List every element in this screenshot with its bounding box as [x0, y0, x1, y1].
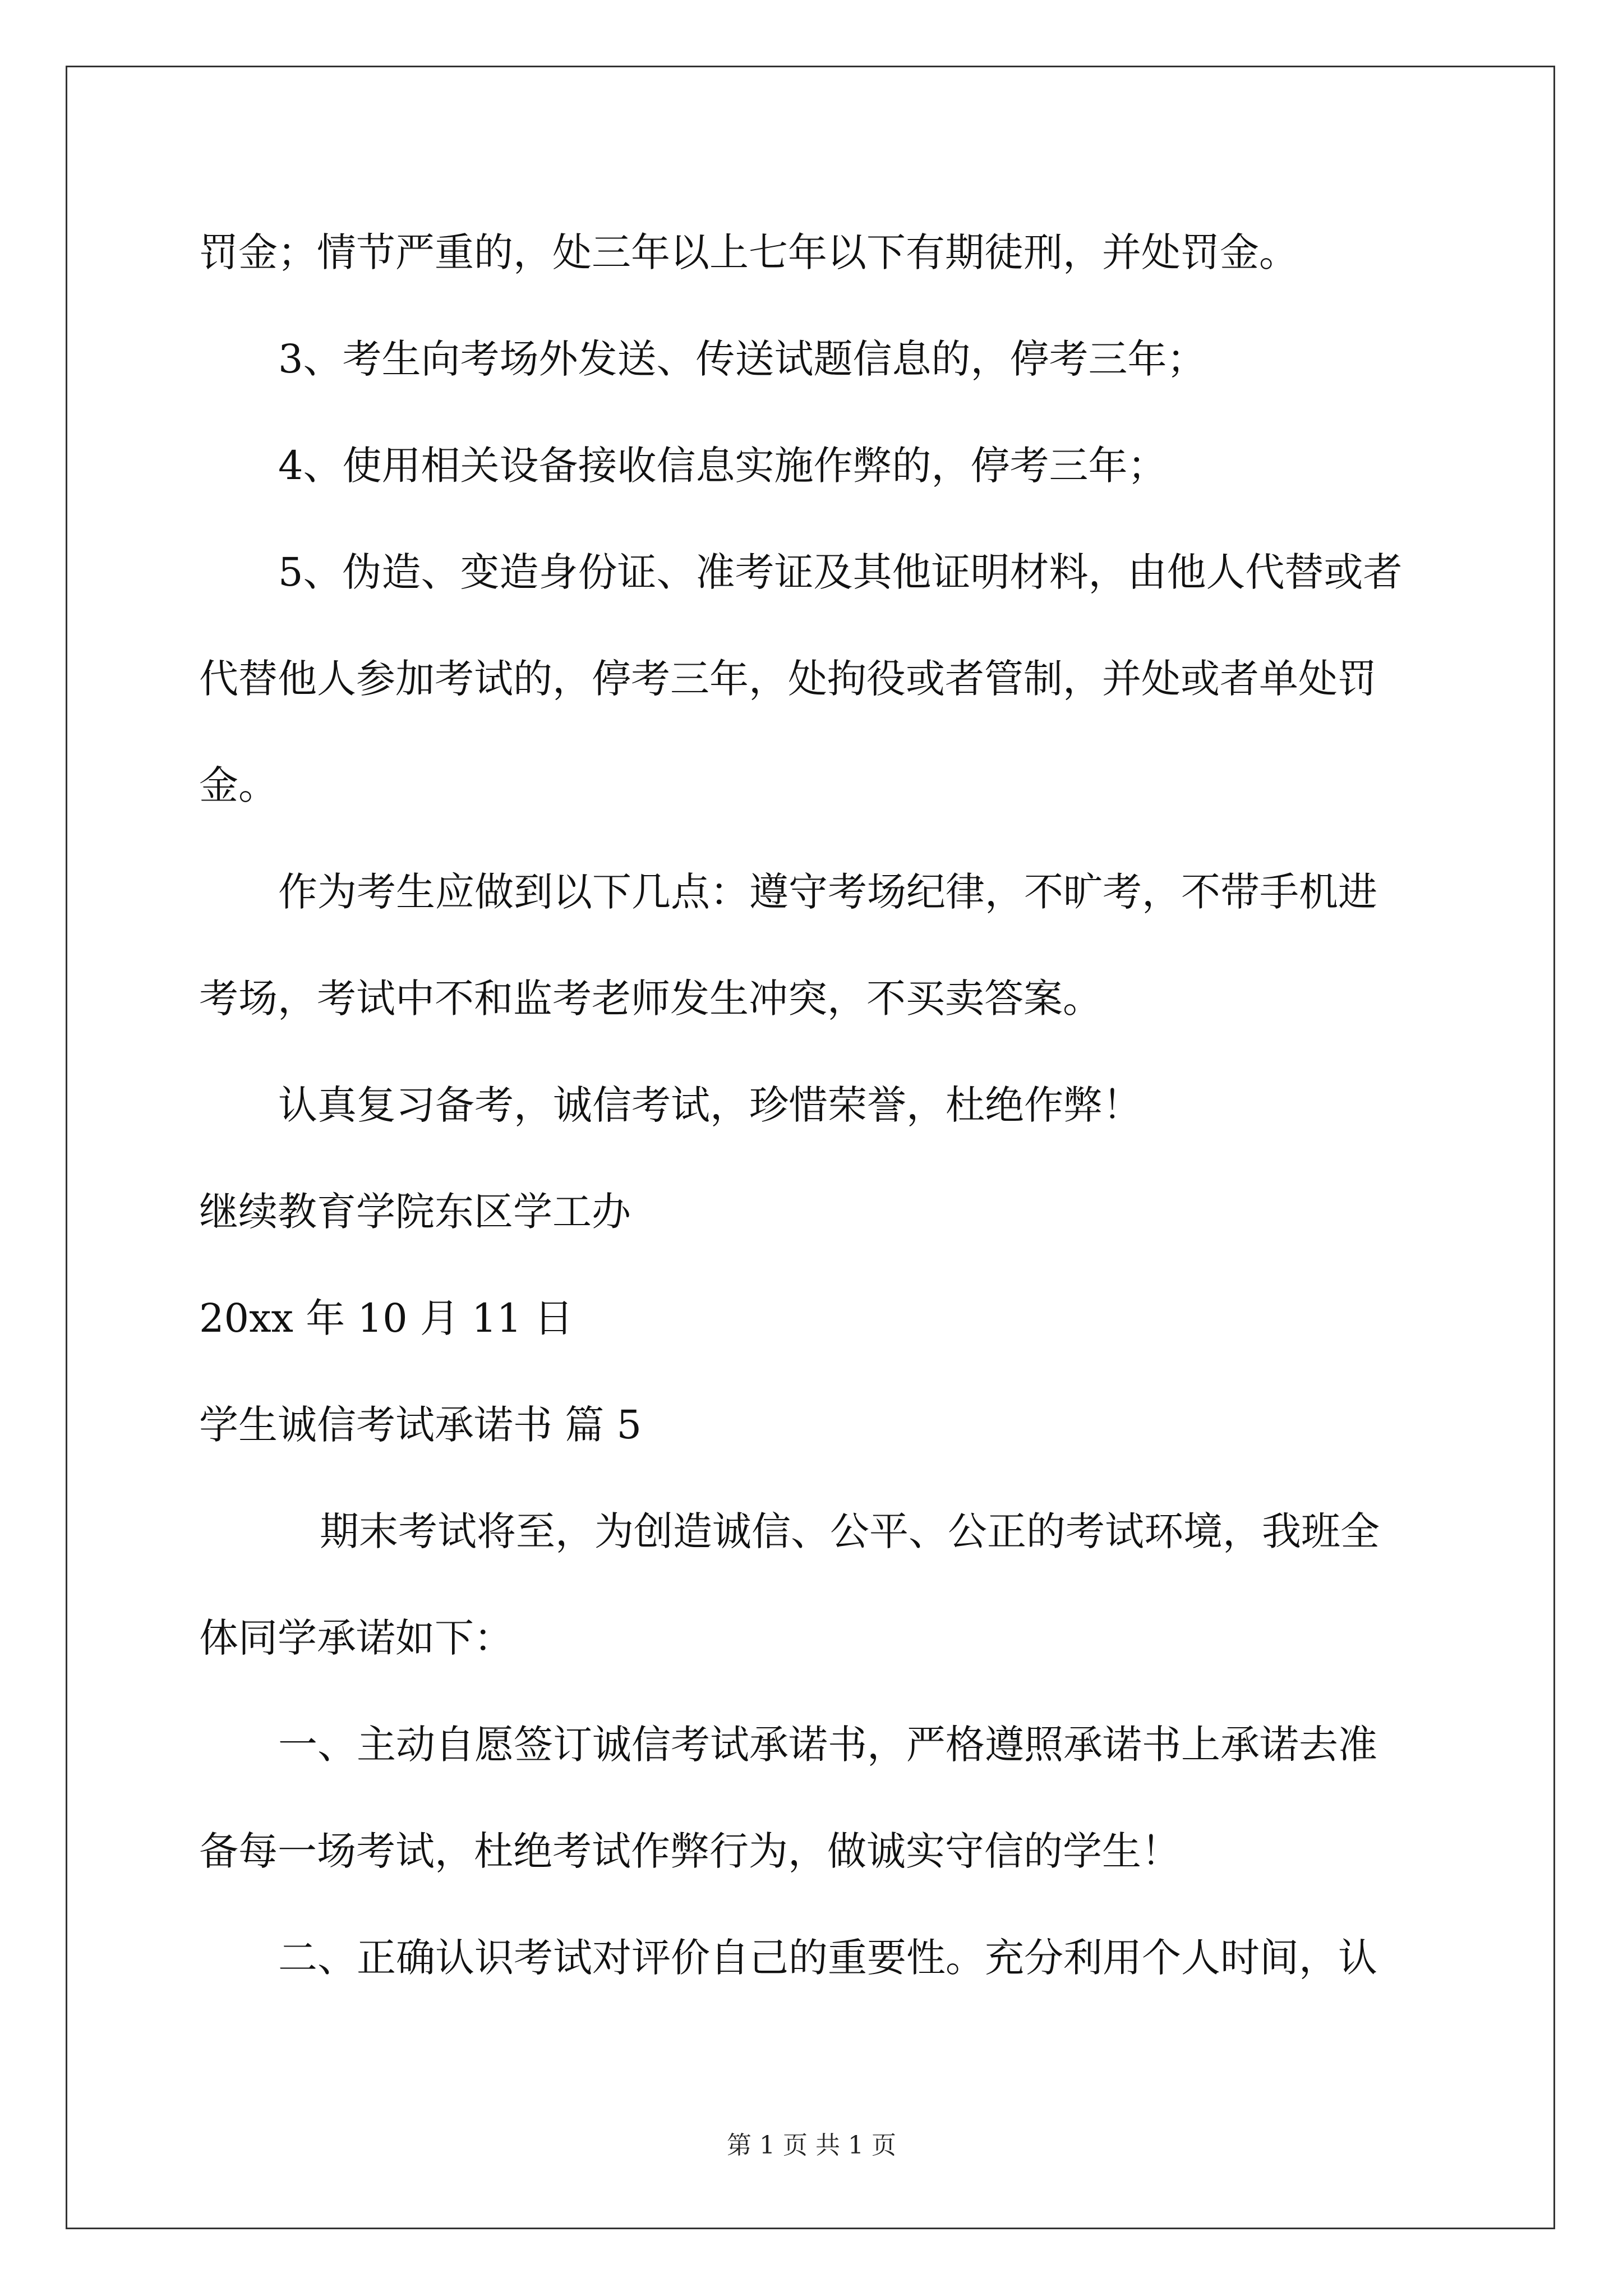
paragraph-line: 罚金；情节严重的，处三年以上七年以下有期徒刑，并处罚金。 — [199, 229, 1298, 275]
page-footer: 第 1 页 共 1 页 — [727, 2131, 896, 2160]
document-body — [199, 199, 1436, 2011]
paragraph-line: 体同学承诺如下： — [199, 1615, 513, 1661]
paragraph-line: 3、考生向考场外发送、传送试题信息的，停考三年； — [278, 336, 1206, 382]
paragraph-line: 期末考试将至，为创造诚信、公平、公正的考试环境，我班全 — [320, 1508, 1380, 1554]
paragraph-line: 代替他人参加考试的，停考三年，处拘役或者管制，并处或者单处罚 — [199, 656, 1377, 702]
paragraph-line: 认真复习备考，诚信考试，珍惜荣誉，杜绝作弊！ — [278, 1082, 1142, 1128]
paragraph-line: 考场，考试中不和监考老师发生冲突，不买卖答案。 — [199, 976, 1102, 1022]
paragraph-line: 备每一场考试，杜绝考试作弊行为，做诚实守信的学生！ — [199, 1828, 1181, 1874]
paragraph-line: 4、使用相关设备接收信息实施作弊的，停考三年； — [278, 443, 1167, 489]
paragraph-line: 一、主动自愿签订诚信考试承诺书，严格遵照承诺书上承诺去准 — [278, 1722, 1377, 1768]
paragraph-line: 作为考生应做到以下几点：遵守考场纪律，不旷考，不带手机进 — [278, 869, 1377, 915]
paragraph-line: 金。 — [199, 762, 278, 808]
signature-organization: 继续教育学院东区学工办 — [199, 1189, 631, 1235]
paragraph-line: 二、正确认识考试对评价自己的重要性。充分利用个人时间，认 — [278, 1935, 1377, 1981]
paragraph-line: 5、伪造、变造身份证、准考证及其他证明材料，由他人代替或者 — [278, 549, 1403, 595]
section-title: 学生诚信考试承诺书 篇 5 — [199, 1402, 642, 1448]
signature-date: 20xx 年 10 月 11 日 — [199, 1295, 574, 1341]
